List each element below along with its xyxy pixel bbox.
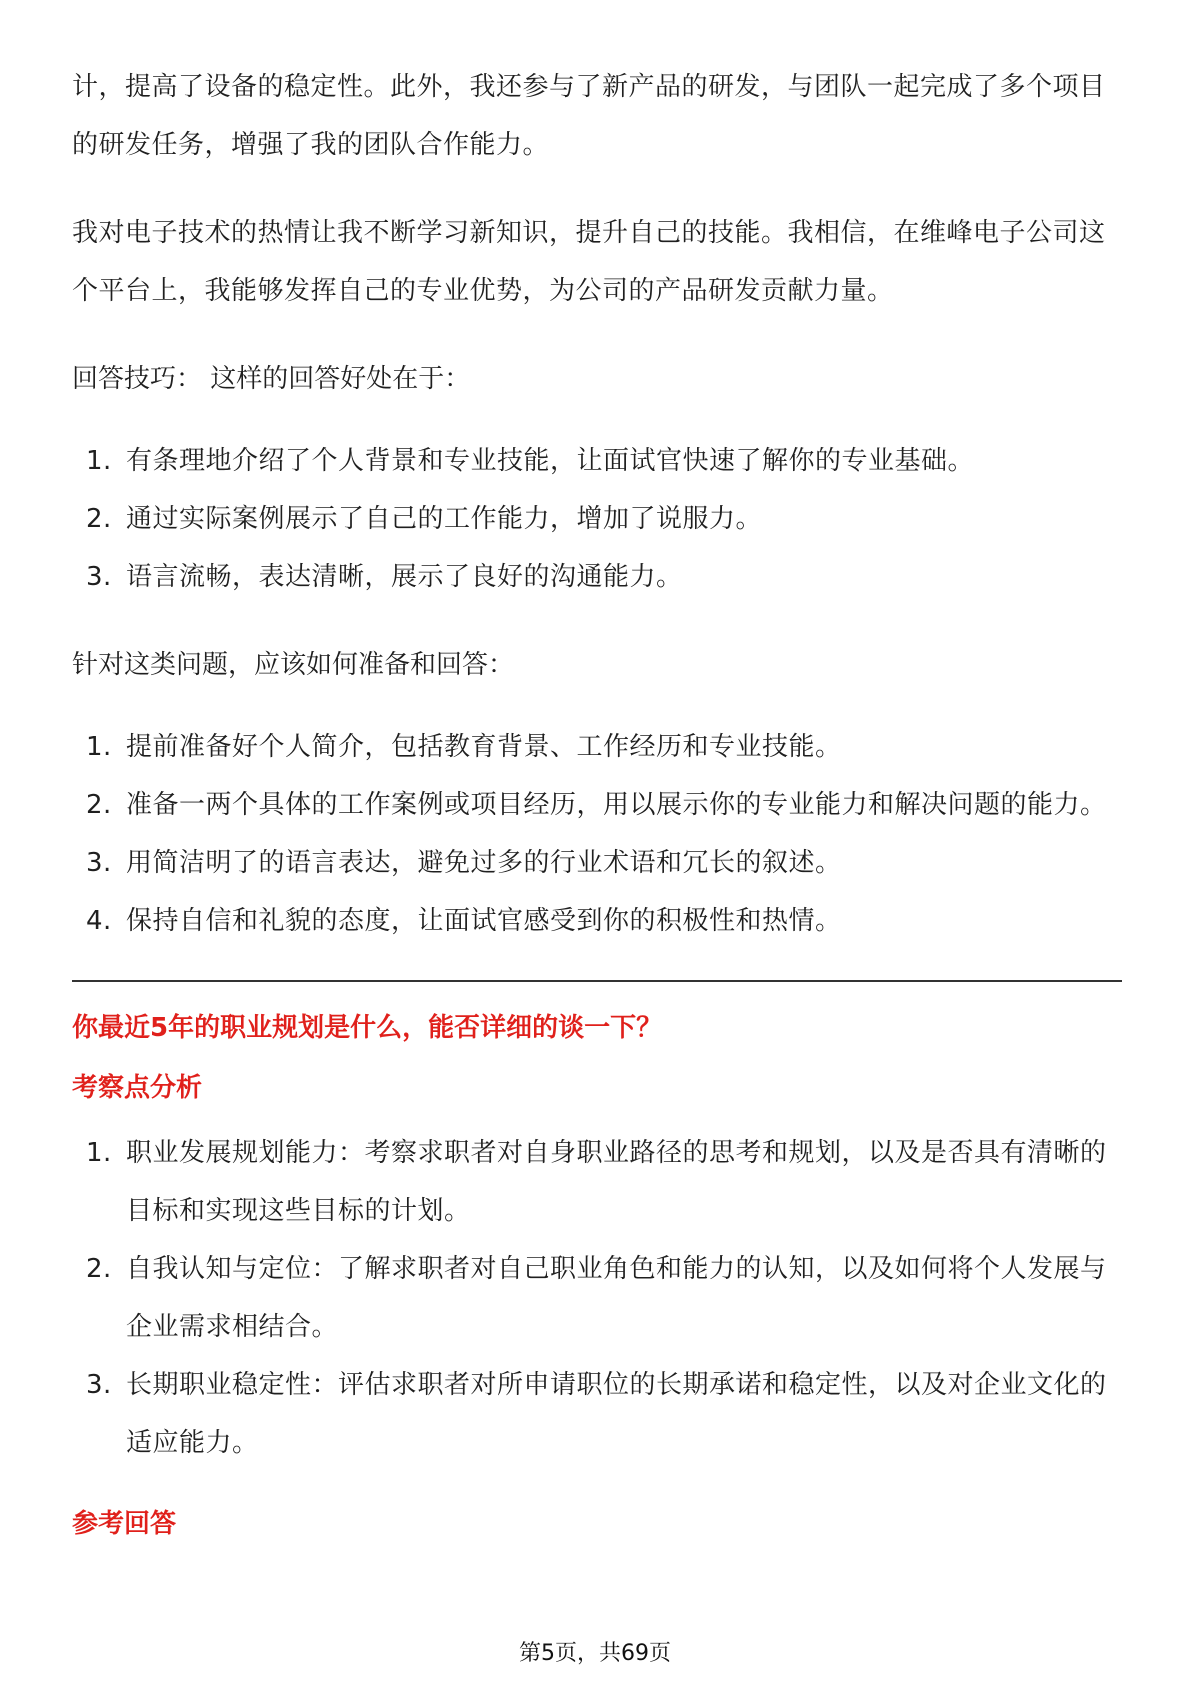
list-item-text: 保持自信和礼貌的态度，让面试官感受到你的积极性和热情。 — [126, 906, 842, 936]
list-item-text: 准备一两个具体的工作案例或项目经历，用以展示你的专业能力和解决问题的能力。 — [126, 790, 1107, 820]
list-number: 2. — [86, 504, 112, 534]
list-number: 2. — [86, 790, 112, 820]
list-item — [72, 490, 1122, 548]
list-item — [72, 1356, 1122, 1472]
list-number: 1. — [86, 1138, 112, 1168]
list-item-text: 提前准备好个人简介，包括教育背景、工作经历和专业技能。 — [126, 732, 842, 762]
list-item-text: 用简洁明了的语言表达，避免过多的行业术语和冗长的叙述。 — [126, 848, 842, 878]
question-title: 你最近5年的职业规划是什么，能否详细的谈一下？ — [72, 1013, 663, 1043]
list-number: 1. — [86, 732, 112, 762]
list-item — [72, 1124, 1122, 1240]
list-item — [72, 1240, 1122, 1356]
list-item — [72, 834, 1122, 892]
reference-heading: 参考回答 — [72, 1509, 177, 1539]
intro-continuation-paragraph: 计，提高了设备的稳定性。此外，我还参与了新产品的研发，与团队一起完成了多个项目的研发任务，增强了我的团队合作能力。 — [72, 72, 1106, 160]
list-item-text: 职业发展规划能力：考察求职者对自身职业路径的思考和规划，以及是否具有清晰的目标和实现这些目标的计划。 — [126, 1138, 1107, 1226]
tips-intro: 回答技巧： 这样的回答好处在于： — [72, 364, 471, 394]
analysis-list — [72, 1124, 1122, 1472]
list-item-text: 语言流畅，表达清晰，展示了良好的沟通能力。 — [126, 562, 683, 592]
page-content — [72, 58, 1122, 1560]
list-item — [72, 548, 1122, 606]
list-item — [72, 718, 1122, 776]
analysis-heading: 考察点分析 — [72, 1073, 203, 1103]
list-number: 3. — [86, 562, 112, 592]
section-divider — [72, 980, 1122, 982]
passion-paragraph: 我对电子技术的热情让我不断学习新知识，提升自己的技能。我相信，在维峰电子公司这个平台上，我能够发挥自己的专业优势，为公司的产品研发贡献力量。 — [72, 218, 1106, 306]
list-number: 3. — [86, 848, 112, 878]
list-item-text: 长期职业稳定性：评估求职者对所申请职位的长期承诺和稳定性，以及对企业文化的适应能力。 — [126, 1370, 1107, 1458]
list-item — [72, 892, 1122, 950]
prep-list — [72, 718, 1122, 950]
list-number: 1. — [86, 446, 112, 476]
list-number: 3. — [86, 1370, 112, 1400]
list-item-text: 自我认知与定位：了解求职者对自己职业角色和能力的认知，以及如何将个人发展与企业需求相结合。 — [126, 1254, 1107, 1342]
list-item — [72, 432, 1122, 490]
page-footer: 第5页，共69页 — [519, 1641, 671, 1666]
list-item-text: 有条理地介绍了个人背景和专业技能，让面试官快速了解你的专业基础。 — [126, 446, 975, 476]
list-item — [72, 776, 1122, 834]
tips-list — [72, 432, 1122, 606]
list-number: 2. — [86, 1254, 112, 1284]
list-number: 4. — [86, 906, 112, 936]
list-item-text: 通过实际案例展示了自己的工作能力，增加了说服力。 — [126, 504, 763, 534]
prep-intro: 针对这类问题，应该如何准备和回答： — [72, 650, 515, 680]
